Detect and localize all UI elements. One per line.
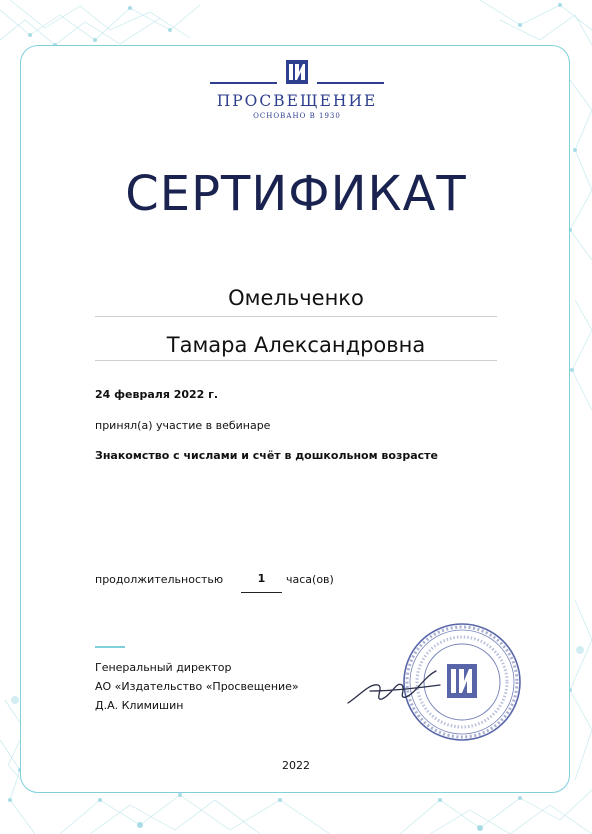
signatory-organization: АО «Издательство «Просвещение» bbox=[95, 680, 299, 693]
signatory-block bbox=[95, 658, 299, 715]
event-date: 24 февраля 2022 г. bbox=[95, 388, 219, 401]
certificate-title: СЕРТИФИКАТ bbox=[125, 166, 467, 222]
logo-line-left bbox=[210, 82, 277, 84]
logo-emblem-icon bbox=[286, 60, 308, 84]
recipient-surname: Омельченко bbox=[228, 286, 364, 310]
duration-unit: часа(ов) bbox=[286, 573, 334, 586]
surname-underline bbox=[95, 316, 497, 317]
logo-subtitle: ОСНОВАНО В 1930 bbox=[253, 112, 341, 120]
certificate-year: 2022 bbox=[282, 759, 310, 772]
logo-name: ПРОСВЕЩЕНИЕ bbox=[216, 92, 378, 110]
recipient-given-names: Тамара Александровна bbox=[166, 333, 426, 357]
accent-divider bbox=[95, 646, 125, 648]
given-names-underline bbox=[95, 360, 497, 361]
signatory-position: Генеральный директор bbox=[95, 661, 232, 674]
duration-underline bbox=[241, 592, 282, 593]
duration-value: 1 bbox=[257, 572, 266, 585]
participation-text: принял(а) участие в вебинаре bbox=[95, 419, 271, 432]
course-title: Знакомство с числами и счёт в дошкольном возрасте bbox=[95, 449, 438, 462]
duration-label: продолжительностью bbox=[95, 573, 224, 586]
signatory-name: Д.А. Климишин bbox=[95, 699, 184, 712]
logo-line-right bbox=[317, 82, 384, 84]
publisher-logo bbox=[210, 60, 384, 126]
handwritten-signature bbox=[340, 655, 450, 715]
